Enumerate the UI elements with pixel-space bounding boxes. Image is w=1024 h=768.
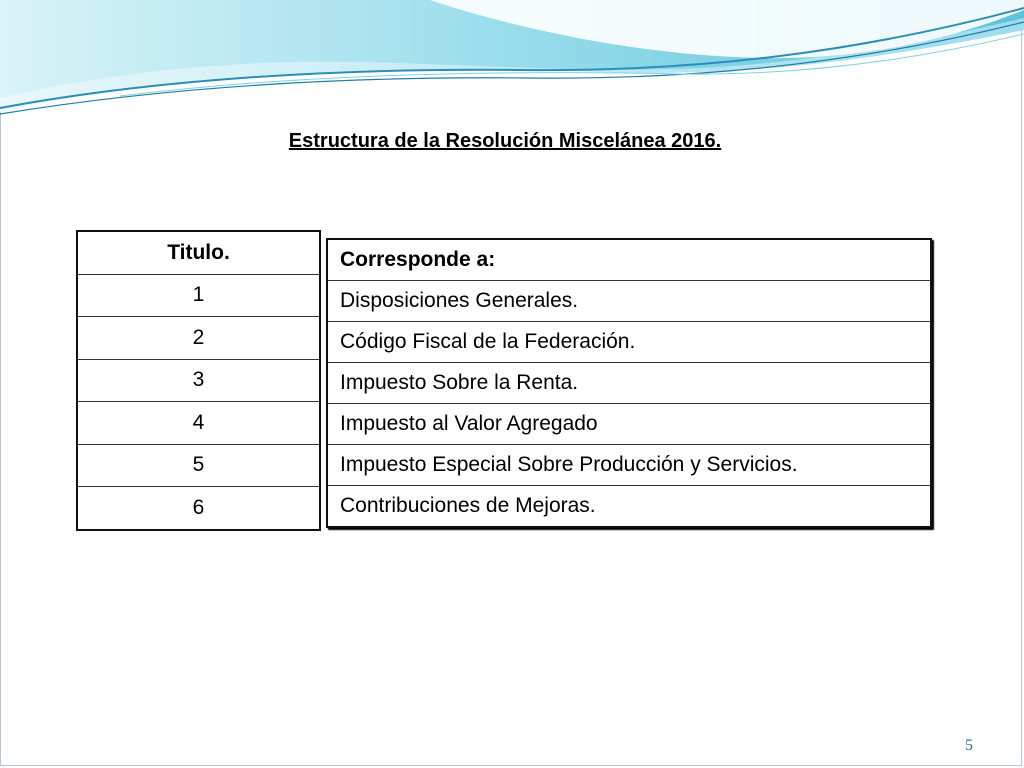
table-row <box>77 274 320 317</box>
table-row <box>77 359 320 402</box>
titulo-header-cell: Titulo. <box>77 231 320 274</box>
corresponde-cell: Impuesto Especial Sobre Producción y Servicios. <box>327 445 931 486</box>
corresponde-cell: Impuesto al Valor Agregado <box>327 404 931 445</box>
slide-title: Estructura de la Resolución Miscelánea 2016. <box>288 130 722 152</box>
corresponde-cell: Impuesto Sobre la Renta. <box>327 363 931 404</box>
page-number: 5 <box>965 737 973 754</box>
corresponde-cell: Disposiciones Generales. <box>327 281 931 322</box>
titulo-cell: 6 <box>192 495 205 519</box>
titulo-cell: 5 <box>77 444 320 487</box>
corresponde-table-header-row <box>327 239 931 281</box>
table-row <box>327 322 931 363</box>
table-row <box>327 404 931 445</box>
corresponde-header-cell: Corresponde a: <box>327 239 931 281</box>
header-wave-decoration <box>0 0 1024 125</box>
corresponde-cell: Contribuciones de Mejoras. <box>340 494 596 517</box>
table-row <box>327 363 931 404</box>
titulo-table-header-row <box>77 231 320 274</box>
table-row <box>327 486 931 528</box>
table-row <box>327 281 931 322</box>
titulo-table <box>76 230 321 531</box>
table-row <box>327 445 931 486</box>
table-row <box>77 317 320 360</box>
corresponde-table <box>326 238 932 528</box>
table-row <box>77 402 320 445</box>
titulo-cell: 2 <box>77 317 320 360</box>
corresponde-cell: Código Fiscal de la Federación. <box>327 322 931 363</box>
titulo-cell: 1 <box>77 274 320 317</box>
table-row <box>77 444 320 487</box>
titulo-cell: 3 <box>77 359 320 402</box>
titulo-cell: 4 <box>77 402 320 445</box>
table-row <box>77 487 320 530</box>
